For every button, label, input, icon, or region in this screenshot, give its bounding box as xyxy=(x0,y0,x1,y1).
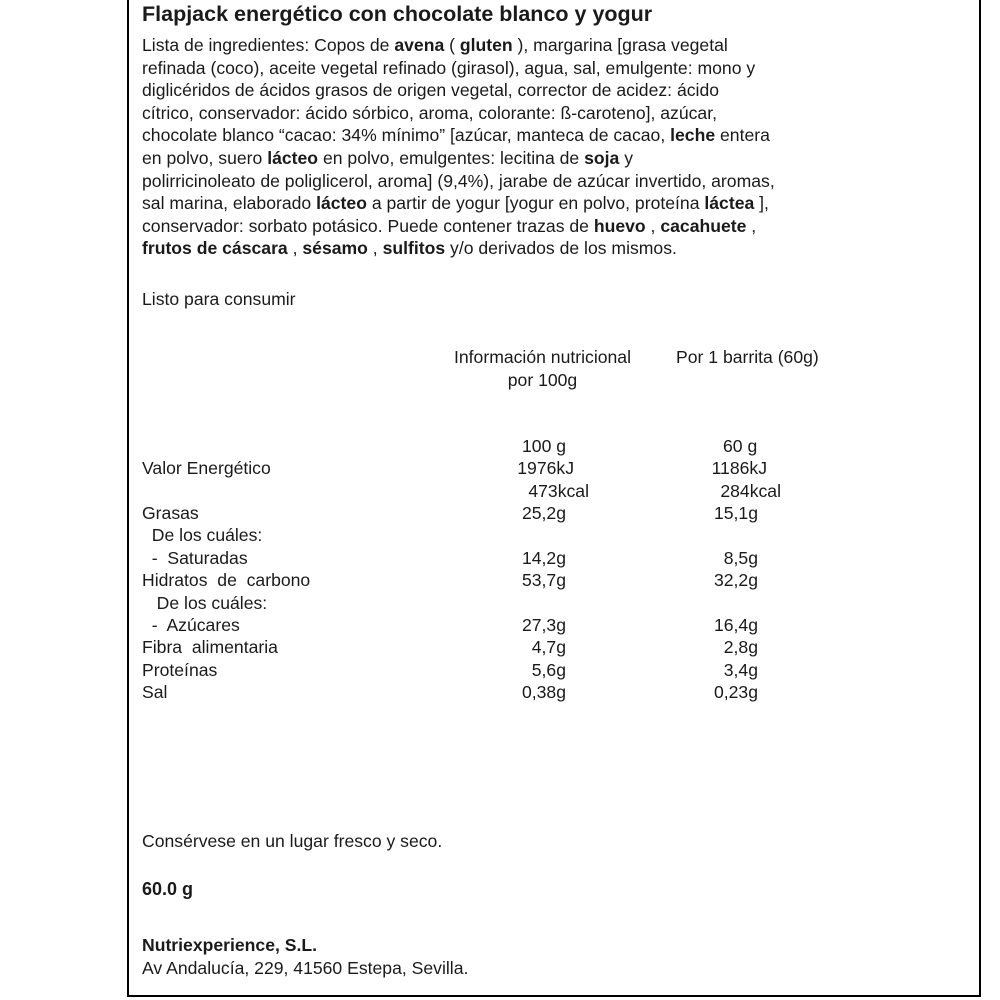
nutrient-value-100g: 53,7g xyxy=(521,570,566,591)
ingredient-text: y xyxy=(619,147,633,168)
nutrient-label: De los cuáles: xyxy=(142,525,263,546)
allergen-text: soja xyxy=(584,147,620,168)
allergen-text: lácteo xyxy=(267,147,319,168)
ingredients-line xyxy=(142,124,842,147)
ingredients-line xyxy=(142,170,842,193)
nutrient-value-100g: 25,2g xyxy=(521,503,566,523)
net-weight: 60.0 g xyxy=(142,879,194,899)
ingredients-line xyxy=(142,215,842,238)
allergen-text: frutos de cáscara xyxy=(142,238,288,259)
ingredient-text: sal marina, elaborado xyxy=(142,193,317,214)
nutrient-label: Sal xyxy=(142,682,168,703)
ingredients-line xyxy=(142,102,842,125)
nutrient-label: Hidratos de carbono xyxy=(142,570,311,591)
nutrient-value-60g: 0,23g xyxy=(713,682,758,703)
column-unit-100g: 100 g xyxy=(522,436,567,456)
ingredient-text: conservador: sorbato potásico. Puede contener trazas de xyxy=(142,215,594,236)
allergen-text: sulfitos xyxy=(382,238,446,259)
ingredient-text: cítrico, conservador: ácido sórbico, aroma, colorante: ß-caroteno], azúcar, xyxy=(142,102,717,123)
ingredient-text: polirricinoleato de poliglicerol, aroma] (9,4%), jarabe de azúcar invertido, aromas, xyxy=(142,170,775,191)
nutrient-label: Fibra alimentaria xyxy=(142,637,278,658)
ingredients-line xyxy=(142,237,842,260)
nutrient-value-100g: 4,7g xyxy=(531,637,566,658)
nutrient-value-100g: 5,6g xyxy=(531,659,566,680)
nutrition-header-per-bar: Por 1 barrita (60g) xyxy=(676,347,819,367)
ingredient-text: , xyxy=(645,215,661,236)
nutrition-header-line2: por 100g xyxy=(507,369,578,390)
ingredients-line xyxy=(142,57,842,80)
energy-kcal-100g: 473kcal xyxy=(528,481,589,501)
nutrient-value-60g: 16,4g xyxy=(713,615,758,635)
column-unit-60g: 60 g xyxy=(723,436,758,456)
allergen-text: leche xyxy=(670,125,716,146)
allergen-text: gluten xyxy=(459,35,513,55)
ingredient-text: refinada (coco), aceite vegetal refinado (girasol), agua, sal, emulgente: mono y xyxy=(142,57,756,78)
ingredients-line xyxy=(142,79,842,102)
allergen-text: cacahuete xyxy=(660,215,747,236)
nutrient-label: - Saturadas xyxy=(142,547,248,568)
ingredient-text: , xyxy=(287,238,303,259)
ingredient-text: entera xyxy=(715,125,770,146)
energy-label: Valor Energético xyxy=(142,458,271,478)
allergen-text: lácteo xyxy=(316,193,367,214)
allergen-text: avena xyxy=(394,35,445,55)
allergen-text: láctea xyxy=(704,193,755,214)
nutrient-value-100g: 14,2g xyxy=(521,547,566,568)
ingredients-list xyxy=(142,34,842,260)
nutrient-value-100g: 0,38g xyxy=(521,682,566,703)
energy-kj-60g: 1186kJ xyxy=(711,458,767,478)
nutrient-value-60g: 32,2g xyxy=(713,570,758,591)
ingredient-text: , xyxy=(367,238,383,259)
ingredients-line xyxy=(142,147,842,170)
ingredient-text: ), margarina [grasa vegetal xyxy=(512,35,728,55)
allergen-text: huevo xyxy=(593,215,646,236)
nutrient-label: Grasas xyxy=(142,503,199,523)
energy-kj-100g: 1976kJ xyxy=(517,458,574,478)
company-address: Av Andalucía, 229, 41560 Estepa, Sevilla. xyxy=(142,958,469,978)
ingredient-text: ( xyxy=(444,35,460,55)
ingredient-text: chocolate blanco “cacao: 34% mínimo” [azúcar, manteca de cacao, xyxy=(142,125,671,146)
ingredient-text: en polvo, emulgentes: lecitina de xyxy=(318,147,585,168)
ingredient-text: en polvo, suero xyxy=(142,147,268,168)
company-name: Nutriexperience, S.L. xyxy=(142,935,318,955)
ready-to-eat-note: Listo para consumir xyxy=(142,289,296,309)
nutrient-value-100g: 27,3g xyxy=(521,615,566,635)
nutrient-value-60g: 3,4g xyxy=(723,659,758,680)
energy-kcal-60g: 284kcal xyxy=(720,481,781,501)
ingredient-text: , xyxy=(746,215,757,236)
ingredients-line xyxy=(142,192,842,215)
allergen-text: sésamo xyxy=(302,238,368,259)
nutrient-value-60g: 8,5g xyxy=(723,547,758,568)
storage-instructions: Consérvese en un lugar fresco y seco. xyxy=(142,831,443,851)
product-title: Flapjack energético con chocolate blanco y yogur xyxy=(142,2,653,26)
nutrient-value-60g: 2,8g xyxy=(723,637,758,658)
ingredient-text: y/o derivados de los mismos. xyxy=(445,238,677,259)
ingredient-text: diglicéridos de ácidos grasos de origen vegetal, corrector de acidez: ácido xyxy=(142,80,720,101)
nutrient-value-60g: 15,1g xyxy=(713,503,758,523)
nutrient-label: De los cuáles: xyxy=(142,592,268,613)
ingredients-line xyxy=(142,34,842,57)
ingredient-text: ], xyxy=(754,193,769,214)
nutrition-header-per-100g xyxy=(430,346,655,391)
ingredient-text: a partir de yogur [yogur en polvo, proteína xyxy=(366,193,705,214)
nutrient-label: - Azúcares xyxy=(142,615,240,635)
ingredient-text: Lista de ingredientes: Copos de xyxy=(142,35,395,55)
nutrient-label: Proteínas xyxy=(142,659,218,680)
nutrition-header-line1: Información nutricional xyxy=(453,347,631,367)
